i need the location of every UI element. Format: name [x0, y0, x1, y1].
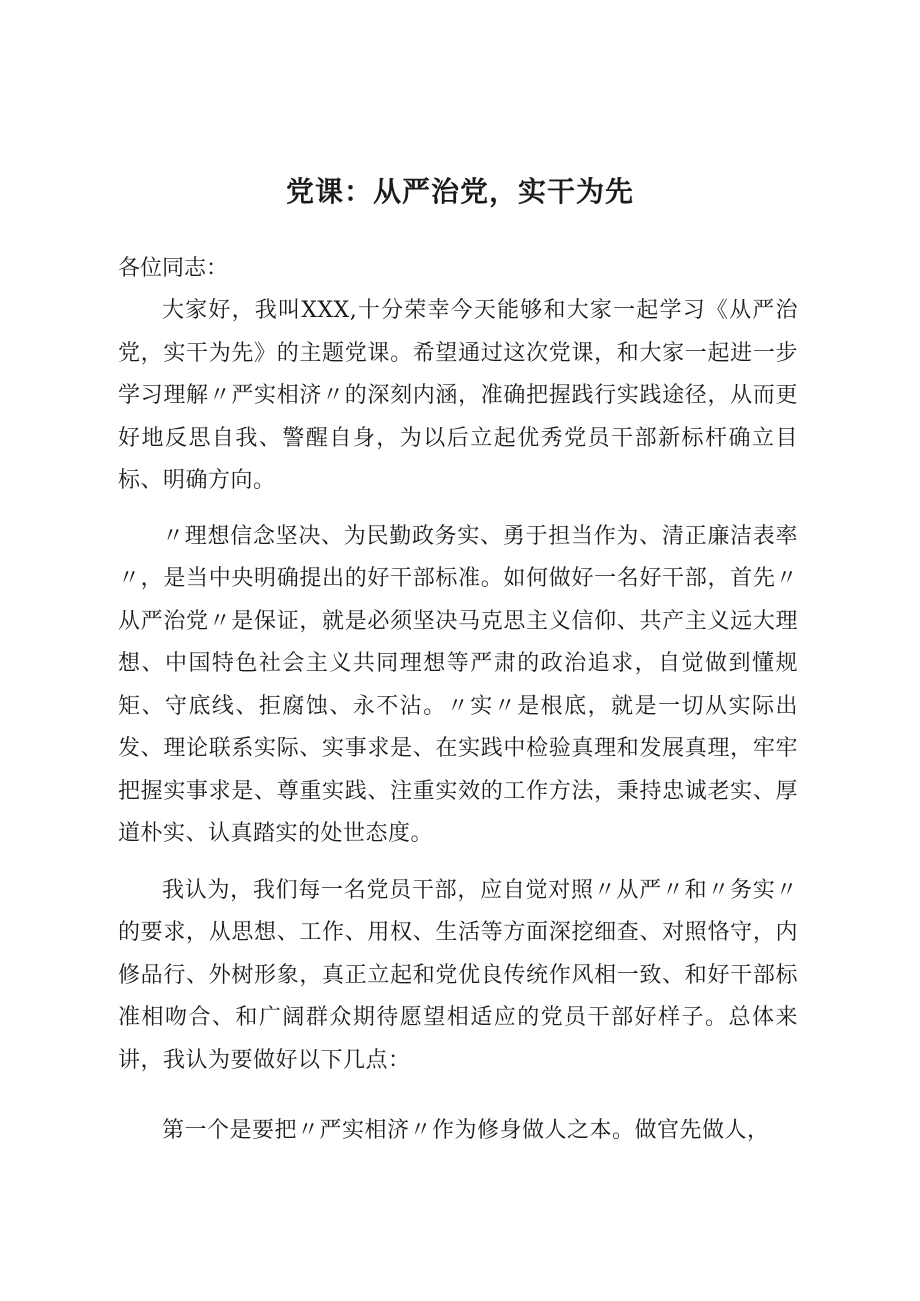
paragraph-introduction: 大家好，我叫XXX,十分荣幸今天能够和大家一起学习《从严治党，实干为先》的主题党课。希望通过这次党课，和大家一起进一步学习理解〃严实相济〃的深刻内涵，准确把握践行实践途径，从而更好地反思自我、警醒自身，为以后立起优秀党员干部新标杆确立目标、明确方向。 [118, 298, 798, 493]
document-body [118, 248, 798, 1153]
document-title: 党课：从严治党，实干为先 [285, 175, 634, 208]
salutation: 各位同志： [118, 256, 229, 281]
paragraph-cadre-standard: 〃理想信念坚决、为民勤政务实、勇于担当作为、清正廉洁表率〃，是当中央明确提出的好干部标准。如何做好一名好干部，首先〃从严治党〃是保证，就是必须坚决马克思主义信仰、共产主义远大理想、中国特色社会主义共同理想等严肃的政治追求，自觉做到懂规矩、守底线、拒腐蚀、永不沾。〃实〃是根底，就是一切从实际出发、理论联系实际、实事求是、在实践中检验真理和发展真理，牢牢把握实事求是、尊重实践、注重实效的工作方法，秉持忠诚老实、厚道朴实、认真踏实的处世态度。 [118, 523, 798, 846]
paragraph-self-reflection: 我认为，我们每一名党员干部，应自觉对照〃从严〃和〃务实〃的要求，从思想、工作、用权、生活等方面深挖细查、对照恪守，内修品行、外树形象，真正立起和党优良传统作风相一致、和好干部标准相吻合、和广阔群众期待愿望相适应的党员干部好样子。总体来讲，我认为要做好以下几点： [118, 877, 798, 1073]
paragraph-first-point: 第一个是要把〃严实相济〃作为修身做人之本。做官先做人， [162, 1118, 770, 1143]
